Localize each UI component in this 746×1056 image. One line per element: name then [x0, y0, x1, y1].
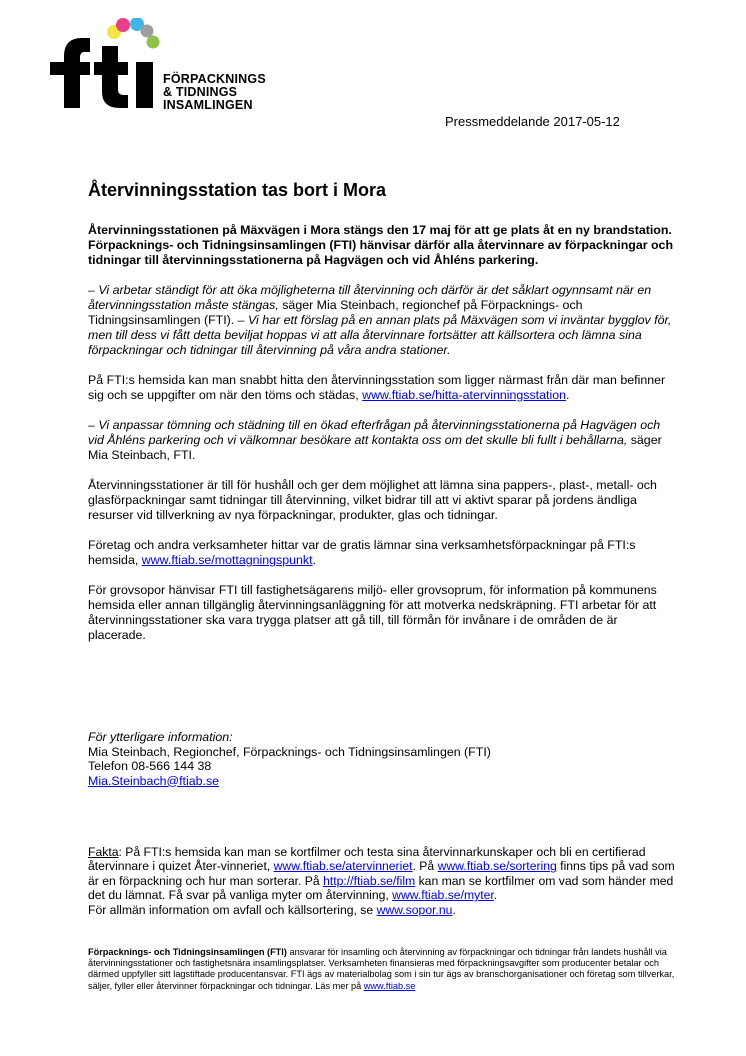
link-film[interactable]: http://ftiab.se/film: [323, 873, 416, 888]
logo-dot-green: [147, 36, 160, 49]
contact-name: Mia Steinbach, Regionchef, Förpacknings- och Tidningsinsamlingen (FTI): [88, 744, 491, 759]
facts-text: kan man se kortfilmer om vad som händer med det du lämnat. Få svar på vanliga myter om återvinning,: [88, 873, 674, 903]
facts-text: .: [493, 888, 498, 903]
paragraph-text: På FTI:s hemsida kan man snabbt hitta den återvinningsstation som ligger närmast från där man befinner sig och se uppgifter om när den töms och städas,: [88, 373, 666, 402]
logo-line-2: & TIDNINGS: [163, 85, 238, 99]
link-myter[interactable]: www.ftiab.se/myter: [392, 888, 494, 903]
facts-text: : På FTI:s hemsida kan man se kortfilmer och testa sina återvinnarkunskaper och bli en certifierad återvinnare i quizet Åter-vinneriet,: [88, 845, 646, 874]
paragraph-quote-2: [88, 418, 678, 463]
link-mottagningspunkt[interactable]: www.ftiab.se/mottagningspunkt: [141, 553, 313, 567]
lead-paragraph: Återvinningsstationen på Mäxvägen i Mora stängs den 17 maj för att ge plats åt en ny brandstation. Förpacknings- och Tidningsinsamlingen (FTI) hänvisar därför alla återvinnare av förpackningar och tidningar till återvinningsstationerna på Hagvägen och vid Åhléns parkering.: [88, 223, 674, 267]
paragraph-businesses: [88, 538, 678, 568]
logo-dot-pink: [116, 18, 130, 32]
facts-text: . På: [412, 859, 438, 874]
contact-phone: Telefon 08-566 144 38: [88, 759, 212, 773]
attribution-text: säger Mia Steinbach, FTI.: [88, 433, 662, 462]
facts-text: finns tips på vad som är en förpackning och hur man sorterar. På: [88, 859, 675, 888]
paragraph-households: Återvinningsstationer är till för hushåll och ger dem möjlighet att lämna sina pappers-, plast-, metall- och glasförpackningar samt tidningar till återvinning, vilket bidrar till att vi aktivt sparar på jordens ändliga resurser vid tillverkning av nya förpackningar, produkter, glas och tidningar.: [88, 478, 657, 522]
quote-text: – Vi har ett förslag på en annan plats på Mäxvägen som vi inväntar bygglov för, men till dess vi fått detta beviljat hoppas vi att alla återvinnare fortsätter att källsortera och lämna sina förpackningar och tidningar till återvinning på våra andra stationer.: [88, 313, 672, 357]
attribution-text: säger Mia Steinbach, regionchef på Förpacknings- och Tidningsinsamlingen (FTI).: [88, 298, 583, 327]
link-atervinneriet[interactable]: www.ftiab.se/atervinneriet: [273, 859, 413, 874]
facts-text: För allmän information om avfall och källsortering, se: [88, 902, 377, 917]
footer-org-name: Förpacknings- och Tidningsinsamlingen (FTI): [88, 947, 287, 957]
paragraph-station-finder: [88, 373, 678, 403]
paragraph-text: Företag och andra verksamheter hittar var de gratis lämnar sina verksamhetsförpackningar på FTI:s hemsida,: [88, 538, 636, 567]
link-sopor[interactable]: www.sopor.nu: [376, 902, 453, 917]
logo-line-3: INSAMLINGEN: [163, 98, 253, 112]
article-body: [88, 223, 678, 658]
quote-text: – Vi arbetar ständigt för att öka möjligheterna till återvinning och därför är det såklart ogynnsamt när en återvinningsstation måste stängas,: [88, 283, 652, 312]
fti-logo-mark: [50, 18, 165, 118]
link-sortering[interactable]: www.ftiab.se/sortering: [437, 859, 557, 874]
logo-line-1: FÖRPACKNINGS: [163, 72, 266, 86]
logo-dot-grey: [141, 25, 154, 38]
contact-email-link[interactable]: Mia.Steinbach@ftiab.se: [88, 773, 220, 788]
paragraph-quote-1: [88, 283, 678, 358]
press-release-date: Pressmeddelande 2017-05-12: [445, 114, 620, 129]
paragraph-text: .: [565, 388, 570, 402]
contact-heading: För ytterligare information:: [88, 730, 233, 744]
page-title: Återvinningsstation tas bort i Mora: [88, 180, 387, 200]
link-ftiab[interactable]: www.ftiab.se: [363, 980, 416, 991]
facts-text: .: [452, 902, 456, 917]
facts-section: [88, 845, 678, 917]
footer-text: ansvarar för insamling och återvinning av förpackningar och tidningar från landets hushåll via återvinningsstationer och fastighetsnära insamlingsplatser. Verksamheten finansieras med förpackningsavgifter som producenter betalar och därmed uppfyller sitt lagstiftade producentansvar. FTI ägs av materialbolag som i sin tur ägs av branschorganisationer och företag som tillverkar, säljer, fyller eller återvinner förpackningar och tidningar. Läs mer på: [88, 947, 675, 991]
contact-info: [88, 730, 491, 788]
paragraph-bulky-waste: För grovsopor hänvisar FTI till fastighetsägarens miljö- eller grovsoprum, för information på kommunens hemsida eller annan tillgänglig återvinningsanläggning för att motverka nedskräpning. FTI arbetar för att återvinningsstationer ska vara trygga platser att gå till, till förmån för invånare i de områden de är placerade.: [88, 583, 657, 642]
footer-about: [88, 947, 678, 992]
quote-text: – Vi anpassar tömning och städning till en ökad efterfrågan på återvinningsstationerna på Hagvägen och vid Åhléns parkering och vi välkomnar besökare att kontakta oss om det skulle bli fullt i behållarna,: [88, 418, 661, 447]
link-hitta-atervinningsstation[interactable]: www.ftiab.se/hitta-atervinningsstation: [362, 388, 566, 402]
facts-label: Fakta: [88, 845, 119, 859]
paragraph-text: .: [312, 553, 316, 567]
logo-wordmark: [163, 73, 266, 112]
